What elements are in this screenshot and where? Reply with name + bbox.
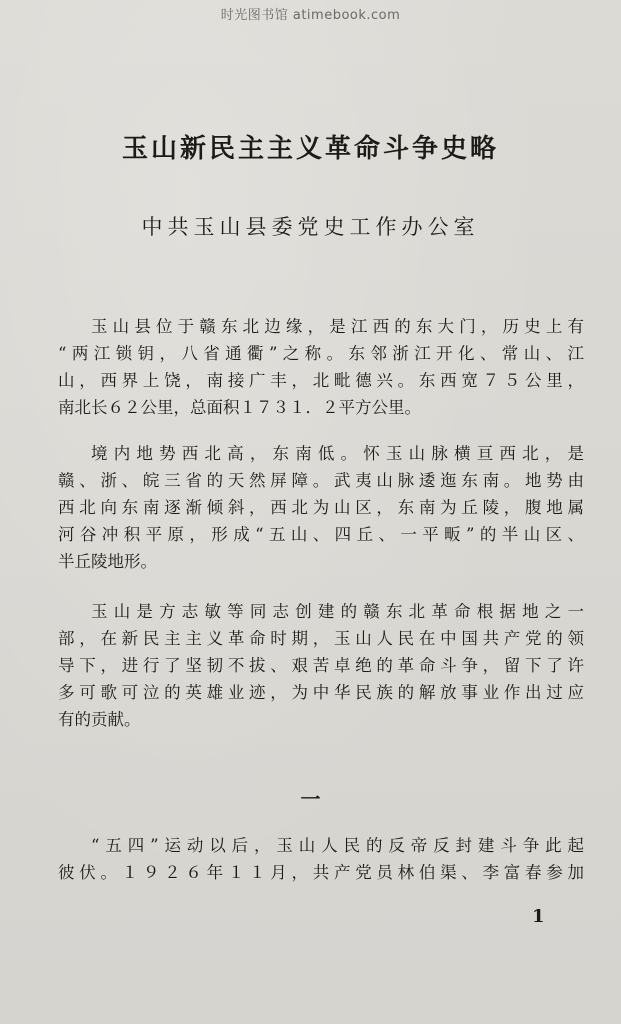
paragraph-line: 赣、浙、皖三省的天然屏障。武夷山脉逶迤东南。地势由: [58, 471, 584, 490]
section-number: 一: [300, 787, 321, 811]
paragraph-line: 导下，进行了坚韧不拔、艰苦卓绝的革命斗争，留下了许: [58, 656, 584, 675]
paragraph-line: 河谷冲积平原，形成“五山、四丘、一平畈”的半山区、: [58, 525, 584, 544]
page-number: 1: [532, 906, 545, 927]
watermark: 时光图书馆 atimebook.com: [220, 8, 401, 23]
paragraph-line: 彼伏。１９２６年１１月，共产党员林伯渠、李富春参加: [58, 863, 584, 882]
document-title: 玉山新民主主义革命斗争史略: [121, 134, 499, 164]
paragraph-line: 多可歌可泣的英雄业迹，为中华民族的解放事业作出过应: [58, 683, 584, 702]
paragraph-line: 有的贡献。: [58, 710, 141, 729]
paragraph-3: [58, 598, 584, 733]
paragraph-line: 玉山是方志敏等同志创建的赣东北革命根据地之一: [91, 602, 584, 621]
paragraph-line: “两江锁钥，八省通衢”之称。东邻浙江开化、常山、江: [58, 344, 584, 363]
paragraph-line: 山，西界上饶，南接广丰，北毗德兴。东西宽７５公里，: [58, 371, 584, 390]
paragraph-line: 西北向东南逐渐倾斜，西北为山区，东南为丘陵，腹地属: [58, 498, 584, 517]
paragraph-line: 半丘陵地形。: [58, 552, 157, 571]
paragraph-line: 境内地势西北高，东南低。怀玉山脉横亘西北，是: [91, 444, 584, 463]
paragraph-4: [58, 832, 584, 886]
paragraph-line: “五四”运动以后，玉山人民的反帝反封建斗争此起: [91, 836, 584, 855]
paragraph-2: [58, 440, 584, 575]
paragraph-line: 玉山县位于赣东北边缘，是江西的东大门，历史上有: [91, 317, 584, 336]
paragraph-line: 部，在新民主主义革命时期，玉山人民在中国共产党的领: [58, 629, 584, 648]
document-author: 中共玉山县委党史工作办公室: [141, 215, 480, 239]
paragraph-1: [58, 313, 584, 421]
paragraph-line: 南北长６２公里，总面积１７３１．２平方公里。: [58, 398, 421, 417]
